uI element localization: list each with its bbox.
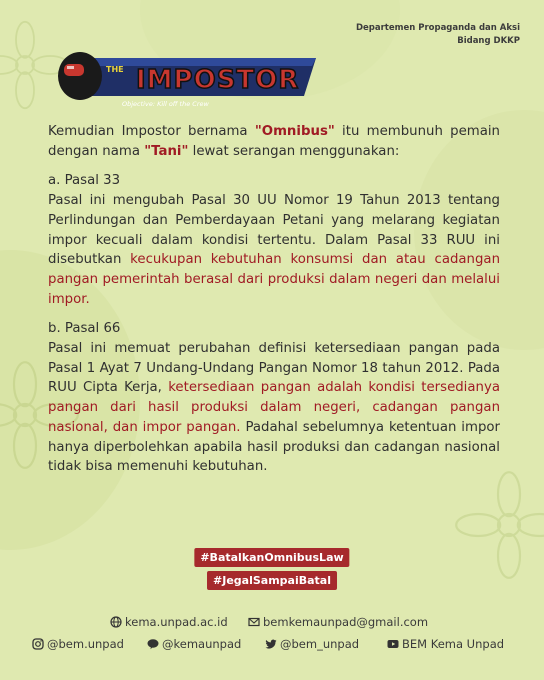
main-content bbox=[48, 122, 500, 477]
twitter-icon bbox=[265, 638, 277, 650]
department-name: Departemen Propaganda dan Aksi bbox=[355, 23, 520, 33]
instagram-link[interactable] bbox=[32, 637, 124, 651]
line-text: @kemaunpad bbox=[162, 637, 242, 651]
website-link[interactable] bbox=[110, 615, 228, 629]
logo-small-text: THE bbox=[106, 65, 124, 74]
item-b-text: Padahal sebelumnya ketentuan impor hanya diperbolehkan apabila hasil produksi dan cadangan nasional tidak bisa memenuhi kebutuhan. bbox=[48, 419, 500, 475]
email-link[interactable] bbox=[248, 615, 428, 629]
mail-icon bbox=[248, 616, 260, 628]
item-a-highlight: kecukupan kebutuhan konsumsi dan atau cadangan pangan pemerintah berasal dari produksi dalam negeri dan melalui impor. bbox=[48, 252, 500, 307]
twitter-text: @bem_unpad bbox=[280, 637, 360, 651]
instagram-icon bbox=[32, 638, 44, 650]
item-a-title: a. Pasal 33 bbox=[48, 173, 121, 189]
item-b-text: Pasal ini memuat perubahan definisi ketersediaan pangan pada Pasal 1 Ayat 7 Undang-Undang Pangan Nomor 18 tahun 2012. Pada RUU Cipta Kerja, bbox=[48, 341, 500, 396]
victim-name: "Tani" bbox=[144, 143, 189, 159]
website-text: kema.unpad.ac.id bbox=[125, 615, 228, 629]
item-b-title: b. Pasal 66 bbox=[48, 321, 121, 337]
item-b-highlight: ketersediaan pangan adalah kondisi tersedianya pangan dari hasil produksi dalam negeri, cadangan pangan nasional, dan impor pangan. bbox=[48, 380, 500, 435]
youtube-text: BEM Kema Unpad bbox=[402, 637, 505, 651]
youtube-link[interactable] bbox=[387, 637, 504, 651]
item-b-body bbox=[48, 339, 500, 477]
line-link[interactable] bbox=[147, 637, 241, 651]
intro-paragraph bbox=[48, 122, 500, 161]
instagram-text: @bem.unpad bbox=[47, 637, 124, 651]
intro-text: lewat serangan menggunakan: bbox=[188, 143, 400, 159]
hashtag-jegal: #JegalSampaiBatal bbox=[207, 571, 337, 590]
flower-decoration-icon bbox=[454, 470, 544, 580]
item-a-body bbox=[48, 191, 500, 309]
division-name: Bidang DKKP bbox=[457, 36, 520, 46]
twitter-link[interactable] bbox=[265, 637, 359, 651]
intro-text: itu membunuh pemain dengan nama bbox=[48, 124, 500, 159]
globe-icon bbox=[110, 616, 122, 628]
crewmate-icon bbox=[58, 52, 102, 100]
hashtag-batalkan: #BatalkanOmnibusLaw bbox=[194, 548, 349, 567]
item-a-text: Pasal ini mengubah Pasal 30 UU Nomor 19 Tahun 2013 tentang Perlindungan dan Pemberdayaan Petani yang melarang kegiatan impor kecuali dalam kondisi tertentu. Dalam Pasal 33 RUU ini disebutkan bbox=[48, 193, 500, 268]
line-chat-icon bbox=[147, 638, 159, 650]
logo-subtitle: Objective: Kill off the Crew bbox=[122, 100, 209, 108]
email-text: bemkemaunpad@gmail.com bbox=[263, 615, 429, 629]
youtube-icon bbox=[387, 638, 399, 650]
logo-title: IMPOSTOR bbox=[136, 65, 300, 95]
impostor-name: "Omnibus" bbox=[254, 124, 335, 139]
organization-header bbox=[356, 22, 520, 48]
intro-text: Kemudian Impostor bernama bbox=[48, 124, 255, 139]
